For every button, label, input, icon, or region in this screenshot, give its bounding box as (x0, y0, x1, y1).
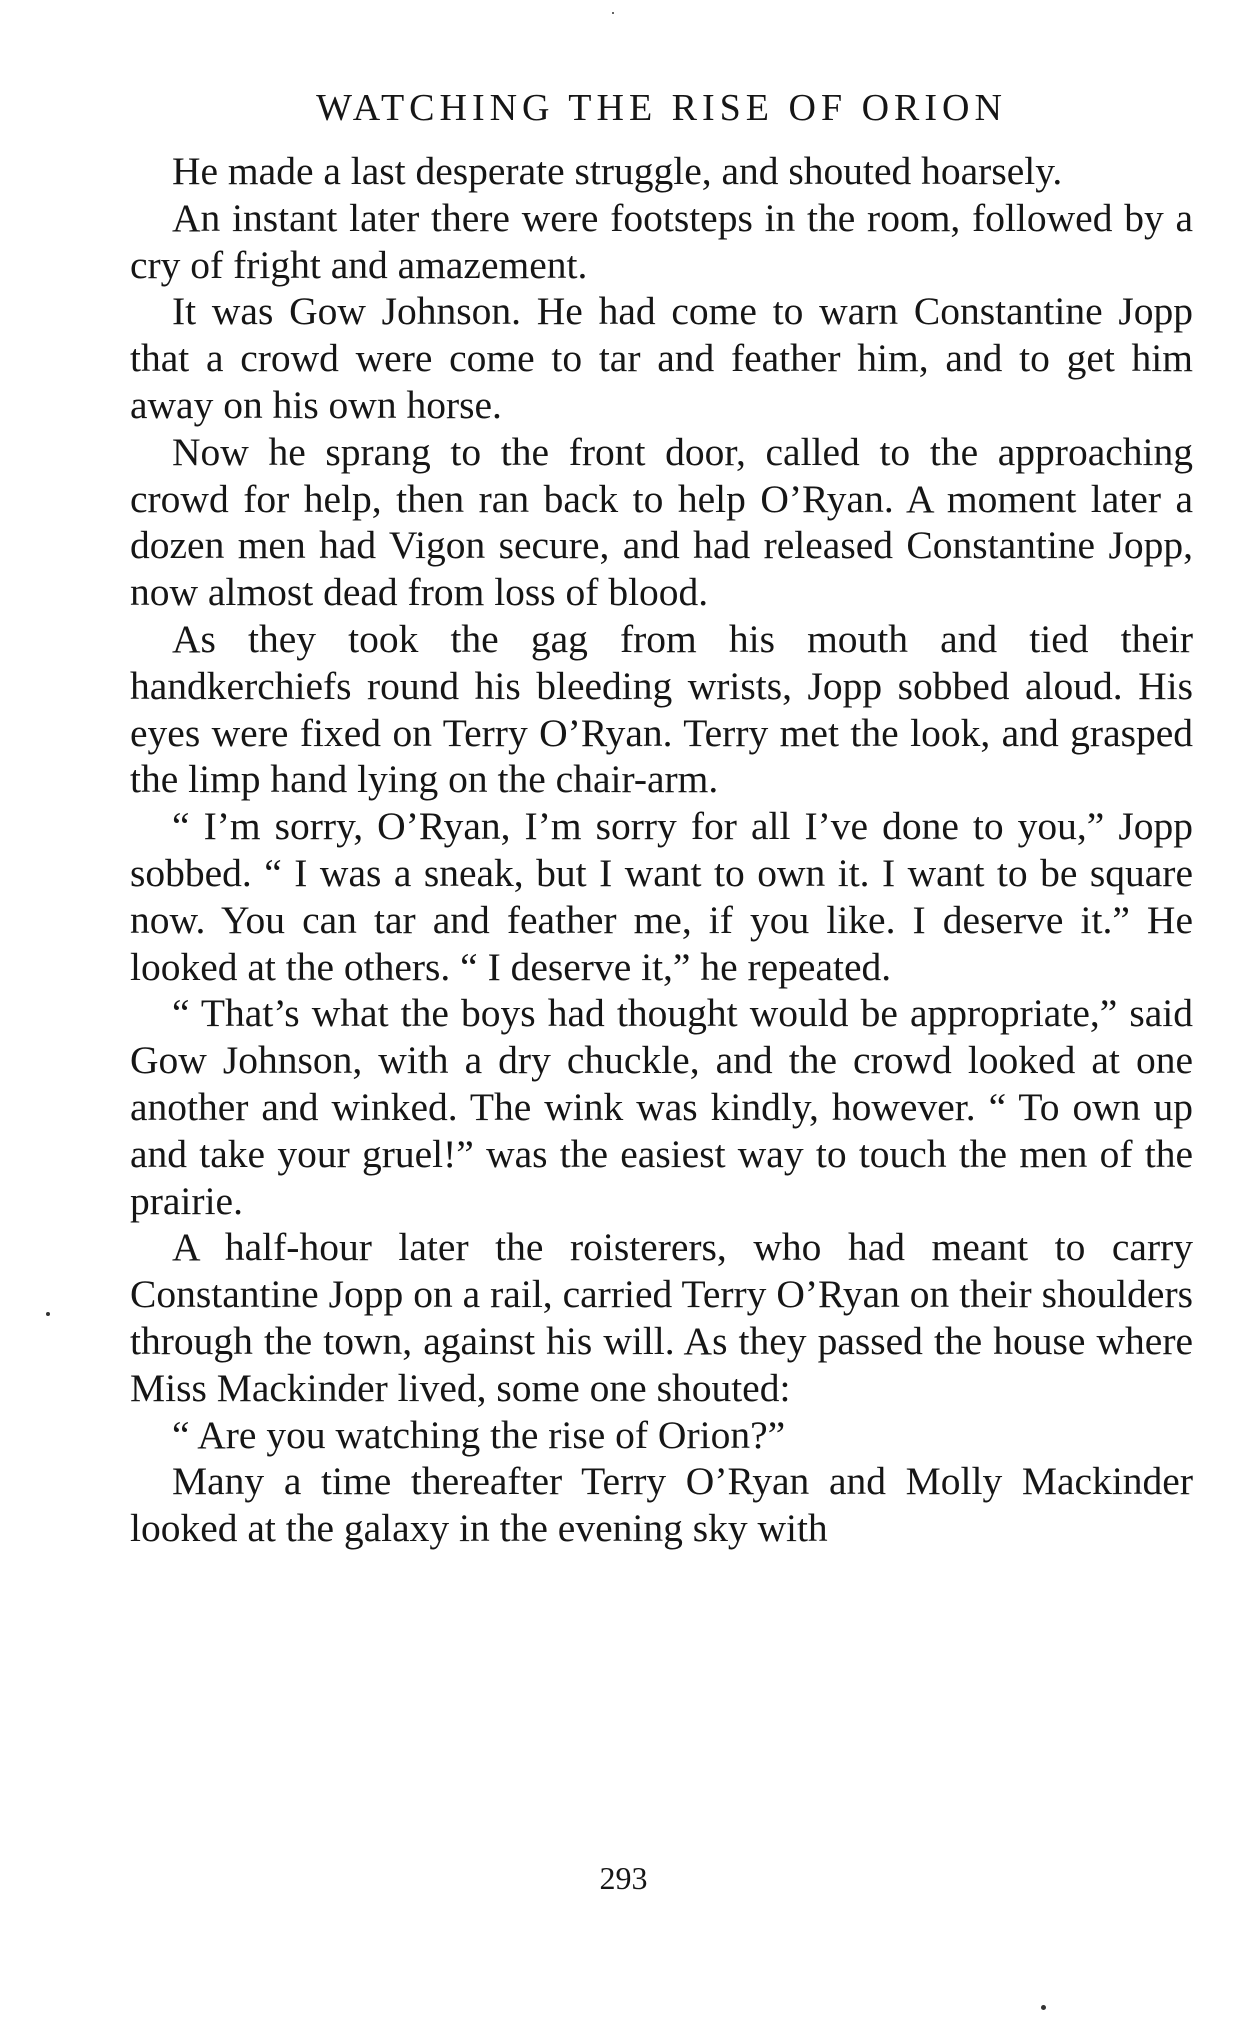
paragraph: An instant later there were footsteps in the room, followed by a cry of fright and amazement. (130, 195, 1193, 287)
print-speck (1041, 2005, 1046, 2010)
paragraph: It was Gow Johnson. He had come to warn Constantine Jopp that a crowd were come to tar and feather him, and to get him away on his own horse. (130, 289, 1193, 427)
print-speck (46, 1312, 50, 1316)
running-head: WATCHING THE RISE OF ORION (316, 87, 1007, 129)
paragraph: “ That’s what the boys had thought would be appropriate,” said Gow Johnson, with a dry chuckle, and the crowd looked at one another and winked. The wink was kindly, however. “ To own up and take your gruel!” was the easiest way to touch the men of the prairie. (130, 991, 1193, 1223)
page-body (130, 78, 1193, 1552)
paragraph: A half-hour later the roisterers, who had meant to carry Constantine Jopp on a rail, carried Terry O’Ryan on their shoulders through the town, against his will. As they passed the house where Miss Mackinder lived, some one shouted: (130, 1225, 1193, 1410)
paragraph: He made a last desperate struggle, and shouted hoarsely. (172, 149, 1063, 193)
paragraph: Now he sprang to the front door, called to the approaching crowd for help, then ran back to help O’Ryan. A moment later a dozen men had Vigon secure, and had released Constantine Jopp, now almost dead from loss of blood. (130, 429, 1193, 615)
body-text (130, 148, 1193, 1552)
print-speck (612, 12, 614, 14)
paragraph: Many a time thereafter Terry O’Ryan and Molly Mackinder looked at the galaxy in the evening sky with (130, 1459, 1193, 1551)
paragraph: “ Are you watching the rise of Orion?” (172, 1412, 786, 1457)
page-number: 293 (599, 1860, 648, 1896)
paragraph: “ I’m sorry, O’Ryan, I’m sorry for all I’ve done to you,” Jopp sobbed. “ I was a sneak, but I want to own it. I want to be square now. You can tar and feather me, if you like. I deserve it.” He looked at the others. “ I deserve it,” he repeated. (130, 804, 1193, 989)
paragraph: As they took the gag from his mouth and tied their handkerchiefs round his bleeding wrists, Jopp sobbed aloud. His eyes were fixed on Terry O’Ryan. Terry met the look, and grasped the limp hand lying on the chair-arm. (130, 616, 1193, 802)
